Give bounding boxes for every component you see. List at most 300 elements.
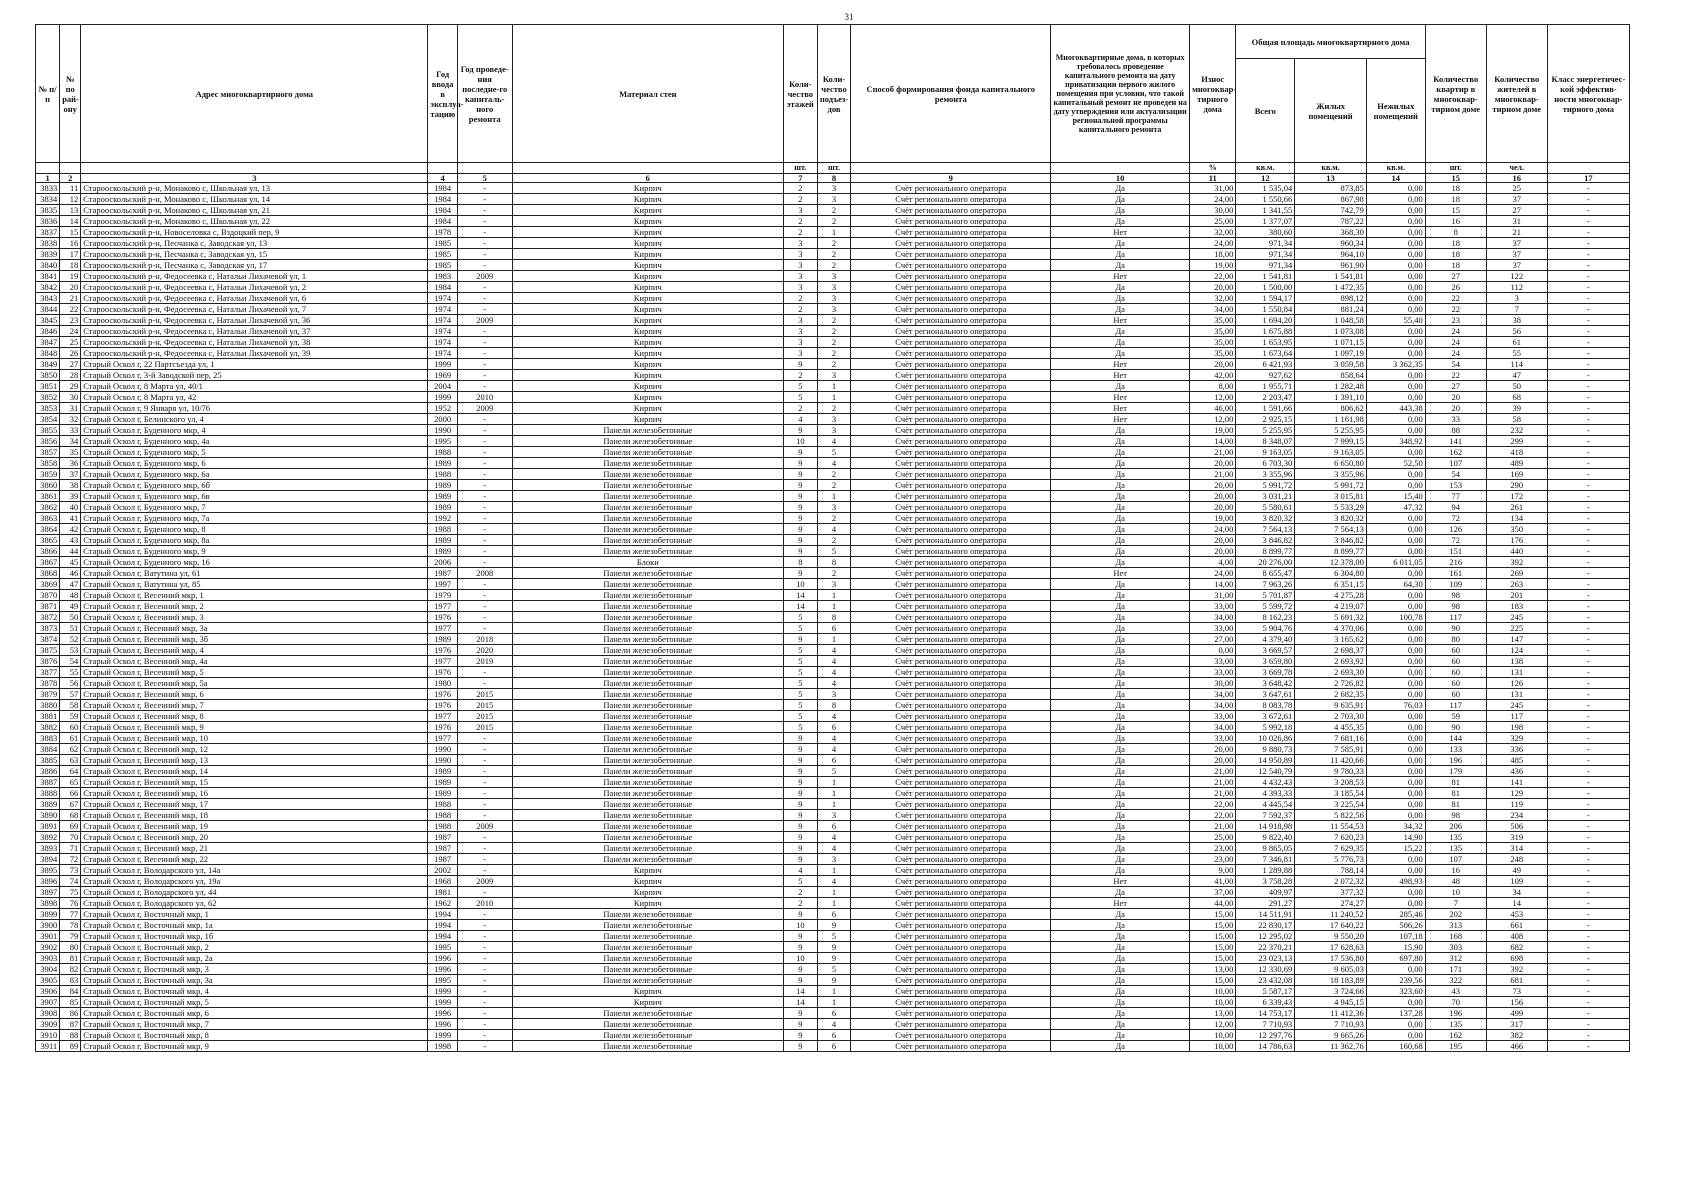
wear-cell: 19,00 — [1190, 425, 1236, 436]
residents-cell: 147 — [1486, 634, 1547, 645]
table-row — [36, 1019, 1630, 1030]
entrances-cell: 6 — [817, 755, 851, 766]
repair-required-cell: Да — [1051, 546, 1190, 557]
area-total-cell: 3 758,28 — [1236, 876, 1295, 887]
energy-class-cell: - — [1547, 491, 1629, 502]
table-row — [36, 942, 1630, 953]
fund-method-cell: Счёт регионального оператора — [851, 1030, 1051, 1041]
repair-required-cell: Да — [1051, 810, 1190, 821]
area-living-cell: 1 071,15 — [1295, 337, 1367, 348]
entrances-cell: 6 — [817, 1041, 851, 1052]
entrances-cell: 2 — [817, 238, 851, 249]
floors-cell: 5 — [784, 645, 818, 656]
last-repair-cell: - — [457, 964, 512, 975]
table-row — [36, 832, 1630, 843]
year-built-cell: 1984 — [428, 183, 457, 194]
area-total-cell: 22 370,21 — [1236, 942, 1295, 953]
area-total-cell: 1 550,84 — [1236, 304, 1295, 315]
wall-material-cell: Кирпич — [512, 865, 783, 876]
area-living-cell: 1 073,08 — [1295, 326, 1367, 337]
area-living-cell: 881,24 — [1295, 304, 1367, 315]
area-total-cell: 8 083,78 — [1236, 700, 1295, 711]
apartments-cell: 135 — [1425, 1019, 1486, 1030]
area-nonliving-cell: 0,00 — [1366, 238, 1425, 249]
apartments-cell: 24 — [1425, 326, 1486, 337]
fund-method-cell: Счёт регионального оператора — [851, 854, 1051, 865]
wear-cell: 12,00 — [1190, 392, 1236, 403]
repair-required-cell: Да — [1051, 293, 1190, 304]
repair-required-cell: Да — [1051, 788, 1190, 799]
last-repair-cell: - — [457, 810, 512, 821]
wear-cell: 20,00 — [1190, 480, 1236, 491]
header-address: Адрес многоквартирного дома — [81, 25, 428, 163]
wall-material-cell: Панели железобетонные — [512, 601, 783, 612]
repair-required-cell: Да — [1051, 711, 1190, 722]
repair-required-cell: Да — [1051, 700, 1190, 711]
repair-required-cell: Да — [1051, 524, 1190, 535]
energy-class-cell: - — [1547, 381, 1629, 392]
wear-cell: 20,00 — [1190, 535, 1236, 546]
year-built-cell: 1994 — [428, 920, 457, 931]
address-cell: Старый Оскол г, Восточный мкр, 1а — [81, 920, 428, 931]
wear-cell: 34,00 — [1190, 304, 1236, 315]
wear-cell: 44,00 — [1190, 898, 1236, 909]
area-living-cell: 867,98 — [1295, 194, 1367, 205]
apartments-cell: 22 — [1425, 370, 1486, 381]
row-index-cell: 3859 — [36, 469, 60, 480]
repair-required-cell: Да — [1051, 601, 1190, 612]
area-living-cell: 17 628,63 — [1295, 942, 1367, 953]
last-repair-cell: - — [457, 502, 512, 513]
repair-required-cell: Да — [1051, 216, 1190, 227]
row-index-cell: 3868 — [36, 568, 60, 579]
repair-required-cell: Нет — [1051, 227, 1190, 238]
address-cell: Старый Оскол г, Весенний мкр, 1 — [81, 590, 428, 601]
entrances-cell: 3 — [817, 183, 851, 194]
floors-cell: 8 — [784, 557, 818, 568]
fund-method-cell: Счёт регионального оператора — [851, 612, 1051, 623]
wear-cell: 13,00 — [1190, 1008, 1236, 1019]
area-total-cell: 7 564,13 — [1236, 524, 1295, 535]
header-wall-material: Материал стен — [512, 25, 783, 163]
district-index-cell: 75 — [60, 887, 81, 898]
residents-cell: 336 — [1486, 744, 1547, 755]
last-repair-cell: - — [457, 612, 512, 623]
energy-class-cell: - — [1547, 337, 1629, 348]
residents-cell: 176 — [1486, 535, 1547, 546]
area-nonliving-cell: 0,00 — [1366, 744, 1425, 755]
last-repair-cell: - — [457, 590, 512, 601]
area-living-cell: 377,32 — [1295, 887, 1367, 898]
fund-method-cell: Счёт регионального оператора — [851, 238, 1051, 249]
wall-material-cell: Панели железобетонные — [512, 975, 783, 986]
energy-class-cell: - — [1547, 612, 1629, 623]
year-built-cell: 1995 — [428, 975, 457, 986]
year-built-cell: 1989 — [428, 788, 457, 799]
residents-cell: 68 — [1486, 392, 1547, 403]
area-total-cell: 7 592,37 — [1236, 810, 1295, 821]
entrances-cell: 1 — [817, 777, 851, 788]
floors-cell: 9 — [784, 942, 818, 953]
last-repair-cell: - — [457, 227, 512, 238]
district-index-cell: 25 — [60, 337, 81, 348]
area-total-cell: 5 992,18 — [1236, 722, 1295, 733]
apartments-cell: 24 — [1425, 348, 1486, 359]
wear-cell: 30,00 — [1190, 205, 1236, 216]
year-built-cell: 1987 — [428, 854, 457, 865]
column-number: 15 — [1425, 174, 1486, 183]
area-living-cell: 6 351,15 — [1295, 579, 1367, 590]
repair-required-cell: Да — [1051, 964, 1190, 975]
last-repair-cell: - — [457, 216, 512, 227]
fund-method-cell: Счёт регионального оператора — [851, 601, 1051, 612]
wall-material-cell: Панели железобетонные — [512, 458, 783, 469]
wear-cell: 35,00 — [1190, 337, 1236, 348]
floors-cell: 3 — [784, 205, 818, 216]
last-repair-cell: - — [457, 458, 512, 469]
floors-cell: 9 — [784, 931, 818, 942]
floors-cell: 14 — [784, 590, 818, 601]
address-cell: Старый Оскол г, Володарского ул, 62 — [81, 898, 428, 909]
wall-material-cell: Кирпич — [512, 227, 783, 238]
fund-method-cell: Счёт регионального оператора — [851, 315, 1051, 326]
district-index-cell: 51 — [60, 623, 81, 634]
last-repair-cell: - — [457, 942, 512, 953]
area-nonliving-cell: 3 362,35 — [1366, 359, 1425, 370]
address-cell: Старый Оскол г, Весенний мкр, 4а — [81, 656, 428, 667]
address-cell: Старооскольский р-н, Песчанка с, Заводская ул, 13 — [81, 238, 428, 249]
wear-cell: 8,00 — [1190, 381, 1236, 392]
last-repair-cell: - — [457, 436, 512, 447]
row-index-cell: 3850 — [36, 370, 60, 381]
last-repair-cell: - — [457, 733, 512, 744]
entrances-cell: 4 — [817, 832, 851, 843]
wear-cell: 27,00 — [1190, 634, 1236, 645]
repair-required-cell: Да — [1051, 920, 1190, 931]
wear-cell: 35,00 — [1190, 326, 1236, 337]
repair-required-cell: Да — [1051, 480, 1190, 491]
apartments-cell: 15 — [1425, 205, 1486, 216]
repair-required-cell: Да — [1051, 953, 1190, 964]
apartments-cell: 196 — [1425, 755, 1486, 766]
district-index-cell: 54 — [60, 656, 81, 667]
wear-cell: 20,00 — [1190, 755, 1236, 766]
year-built-cell: 1989 — [428, 502, 457, 513]
wear-cell: 32,00 — [1190, 293, 1236, 304]
area-nonliving-cell: 0,00 — [1366, 656, 1425, 667]
residents-cell: 138 — [1486, 656, 1547, 667]
wall-material-cell: Панели железобетонные — [512, 634, 783, 645]
last-repair-cell: - — [457, 557, 512, 568]
floors-cell: 9 — [784, 810, 818, 821]
table-row — [36, 898, 1630, 909]
floors-cell: 3 — [784, 337, 818, 348]
residents-cell: 408 — [1486, 931, 1547, 942]
fund-method-cell: Счёт регионального оператора — [851, 777, 1051, 788]
area-nonliving-cell: 0,00 — [1366, 282, 1425, 293]
residents-cell: 317 — [1486, 1019, 1547, 1030]
energy-class-cell: - — [1547, 535, 1629, 546]
area-total-cell: 5 580,61 — [1236, 502, 1295, 513]
area-living-cell: 788,14 — [1295, 865, 1367, 876]
wall-material-cell: Панели железобетонные — [512, 843, 783, 854]
fund-method-cell: Счёт регионального оператора — [851, 282, 1051, 293]
area-nonliving-cell: 0,00 — [1366, 337, 1425, 348]
wall-material-cell: Панели железобетонные — [512, 425, 783, 436]
address-cell: Старый Оскол г, Весенний мкр, 15 — [81, 777, 428, 788]
energy-class-cell: - — [1547, 304, 1629, 315]
last-repair-cell: - — [457, 579, 512, 590]
residents-cell: 37 — [1486, 260, 1547, 271]
table-row — [36, 491, 1630, 502]
residents-cell: 112 — [1486, 282, 1547, 293]
row-index-cell: 3836 — [36, 216, 60, 227]
energy-class-cell: - — [1547, 326, 1629, 337]
wall-material-cell: Панели железобетонные — [512, 436, 783, 447]
apartments-cell: 18 — [1425, 183, 1486, 194]
table-row — [36, 590, 1630, 601]
wear-cell: 10,00 — [1190, 997, 1236, 1008]
table-row — [36, 909, 1630, 920]
area-total-cell: 7 963,26 — [1236, 579, 1295, 590]
area-total-cell: 8 655,47 — [1236, 568, 1295, 579]
repair-required-cell: Нет — [1051, 359, 1190, 370]
row-index-cell: 3879 — [36, 689, 60, 700]
wear-cell: 19,00 — [1190, 513, 1236, 524]
residents-cell: 37 — [1486, 238, 1547, 249]
year-built-cell: 1985 — [428, 260, 457, 271]
address-cell: Старооскольский р-н, Федосеевка с, Натальи Лихачевой ул, 7 — [81, 304, 428, 315]
energy-class-cell: - — [1547, 942, 1629, 953]
area-nonliving-cell: 0,00 — [1366, 755, 1425, 766]
residents-cell: 129 — [1486, 788, 1547, 799]
area-nonliving-cell: 0,00 — [1366, 260, 1425, 271]
energy-class-cell: - — [1547, 315, 1629, 326]
entrances-cell: 1 — [817, 887, 851, 898]
last-repair-cell: - — [457, 909, 512, 920]
entrances-cell: 9 — [817, 975, 851, 986]
floors-cell: 9 — [784, 766, 818, 777]
district-index-cell: 38 — [60, 480, 81, 491]
fund-method-cell: Счёт регионального оператора — [851, 183, 1051, 194]
area-living-cell: 3 846,82 — [1295, 535, 1367, 546]
address-cell: Старооскольский р-н, Монаково с, Школьная ул, 21 — [81, 205, 428, 216]
repair-required-cell: Да — [1051, 909, 1190, 920]
address-cell: Старый Оскол г, Весенний мкр, 3б — [81, 634, 428, 645]
district-index-cell: 18 — [60, 260, 81, 271]
year-built-cell: 1988 — [428, 524, 457, 535]
entrances-cell: 4 — [817, 711, 851, 722]
area-living-cell: 11 240,52 — [1295, 909, 1367, 920]
address-cell: Старый Оскол г, Весенний мкр, 7 — [81, 700, 428, 711]
wall-material-cell: Кирпич — [512, 359, 783, 370]
fund-method-cell: Счёт регионального оператора — [851, 821, 1051, 832]
district-index-cell: 58 — [60, 700, 81, 711]
entrances-cell: 1 — [817, 865, 851, 876]
column-number: 17 — [1547, 174, 1629, 183]
energy-class-cell: - — [1547, 546, 1629, 557]
last-repair-cell: - — [457, 843, 512, 854]
area-total-cell: 3 820,32 — [1236, 513, 1295, 524]
floors-cell: 9 — [784, 964, 818, 975]
wall-material-cell: Панели железобетонные — [512, 700, 783, 711]
last-repair-cell: - — [457, 513, 512, 524]
area-nonliving-cell: 0,00 — [1366, 678, 1425, 689]
district-index-cell: 76 — [60, 898, 81, 909]
last-repair-cell: - — [457, 986, 512, 997]
area-living-cell: 5 991,72 — [1295, 480, 1367, 491]
row-index-cell: 3908 — [36, 1008, 60, 1019]
energy-class-cell: - — [1547, 469, 1629, 480]
table-row — [36, 810, 1630, 821]
residents-cell: 122 — [1486, 271, 1547, 282]
year-built-cell: 1998 — [428, 1041, 457, 1052]
year-built-cell: 1996 — [428, 953, 457, 964]
energy-class-cell: - — [1547, 425, 1629, 436]
address-cell: Старый Оскол г, Весенний мкр, 3 — [81, 612, 428, 623]
area-living-cell: 1 541,81 — [1295, 271, 1367, 282]
wear-cell: 19,00 — [1190, 260, 1236, 271]
last-repair-cell: - — [457, 447, 512, 458]
last-repair-cell: - — [457, 678, 512, 689]
area-nonliving-cell: 0,00 — [1366, 788, 1425, 799]
wear-cell: 33,00 — [1190, 601, 1236, 612]
area-nonliving-cell: 15,22 — [1366, 843, 1425, 854]
floors-cell: 4 — [784, 414, 818, 425]
apartments-cell: 133 — [1425, 744, 1486, 755]
area-living-cell: 5 533,29 — [1295, 502, 1367, 513]
area-total-cell: 3 846,82 — [1236, 535, 1295, 546]
year-built-cell: 1989 — [428, 458, 457, 469]
area-nonliving-cell: 0,00 — [1366, 293, 1425, 304]
area-total-cell: 14 918,98 — [1236, 821, 1295, 832]
address-cell: Старый Оскол г, Восточный мкр, 2а — [81, 953, 428, 964]
year-built-cell: 1974 — [428, 337, 457, 348]
row-index-cell: 3903 — [36, 953, 60, 964]
energy-class-cell: - — [1547, 887, 1629, 898]
apartments-cell: 109 — [1425, 579, 1486, 590]
address-cell: Старый Оскол г, Восточный мкр, 4 — [81, 986, 428, 997]
apartments-cell: 70 — [1425, 997, 1486, 1008]
residents-cell: 225 — [1486, 623, 1547, 634]
wall-material-cell: Кирпич — [512, 986, 783, 997]
area-nonliving-cell: 0,00 — [1366, 964, 1425, 975]
wall-material-cell: Панели железобетонные — [512, 953, 783, 964]
wear-cell: 4,00 — [1190, 557, 1236, 568]
row-index-cell: 3893 — [36, 843, 60, 854]
area-living-cell: 17 640,22 — [1295, 920, 1367, 931]
table-row — [36, 579, 1630, 590]
fund-method-cell: Счёт регионального оператора — [851, 865, 1051, 876]
wear-cell: 24,00 — [1190, 238, 1236, 249]
fund-method-cell: Счёт регионального оператора — [851, 447, 1051, 458]
area-living-cell: 3 059,58 — [1295, 359, 1367, 370]
floors-cell: 9 — [784, 733, 818, 744]
wall-material-cell: Панели железобетонные — [512, 733, 783, 744]
repair-required-cell: Да — [1051, 1008, 1190, 1019]
wear-cell: 25,00 — [1190, 216, 1236, 227]
last-repair-cell: - — [457, 887, 512, 898]
area-living-cell: 898,12 — [1295, 293, 1367, 304]
address-cell: Старооскольский р-н, Федосеевка с, Натальи Лихачевой ул, 39 — [81, 348, 428, 359]
area-nonliving-cell: 0,00 — [1366, 898, 1425, 909]
address-cell: Старый Оскол г, Восточный мкр, 6 — [81, 1008, 428, 1019]
entrances-cell: 6 — [817, 722, 851, 733]
district-index-cell: 49 — [60, 601, 81, 612]
district-index-cell: 56 — [60, 678, 81, 689]
table-row — [36, 557, 1630, 568]
table-row — [36, 722, 1630, 733]
energy-class-cell: - — [1547, 238, 1629, 249]
last-repair-cell: 2019 — [457, 656, 512, 667]
energy-class-cell: - — [1547, 656, 1629, 667]
fund-method-cell: Счёт регионального оператора — [851, 227, 1051, 238]
area-living-cell: 4 219,07 — [1295, 601, 1367, 612]
apartments-cell: 107 — [1425, 854, 1486, 865]
row-index-cell: 3870 — [36, 590, 60, 601]
area-total-cell: 23 432,08 — [1236, 975, 1295, 986]
wall-material-cell: Панели железобетонные — [512, 524, 783, 535]
fund-method-cell: Счёт регионального оператора — [851, 304, 1051, 315]
floors-cell: 9 — [784, 854, 818, 865]
apartments-cell: 117 — [1425, 700, 1486, 711]
year-built-cell: 1976 — [428, 612, 457, 623]
area-living-cell: 2 726,82 — [1295, 678, 1367, 689]
floors-cell: 9 — [784, 491, 818, 502]
wall-material-cell: Панели железобетонные — [512, 931, 783, 942]
last-repair-cell: - — [457, 667, 512, 678]
area-total-cell: 10 026,86 — [1236, 733, 1295, 744]
header-area-total: Всего — [1236, 59, 1295, 163]
table-row — [36, 656, 1630, 667]
area-nonliving-cell: 0,00 — [1366, 799, 1425, 810]
residents-cell: 329 — [1486, 733, 1547, 744]
table-row — [36, 205, 1630, 216]
residents-cell: 234 — [1486, 810, 1547, 821]
area-nonliving-cell: 107,18 — [1366, 931, 1425, 942]
row-index-cell: 3891 — [36, 821, 60, 832]
unit-entrances: шт. — [817, 163, 851, 174]
entrances-cell: 5 — [817, 931, 851, 942]
wear-cell: 23,00 — [1190, 843, 1236, 854]
address-cell: Старый Оскол г, Весенний мкр, 16 — [81, 788, 428, 799]
year-built-cell: 1983 — [428, 271, 457, 282]
residents-cell: 248 — [1486, 854, 1547, 865]
residents-cell: 169 — [1486, 469, 1547, 480]
apartments-cell: 135 — [1425, 832, 1486, 843]
table-row — [36, 689, 1630, 700]
area-total-cell: 5 587,17 — [1236, 986, 1295, 997]
wear-cell: 20,00 — [1190, 502, 1236, 513]
fund-method-cell: Счёт регионального оператора — [851, 392, 1051, 403]
row-index-cell: 3900 — [36, 920, 60, 931]
residents-cell: 245 — [1486, 700, 1547, 711]
wall-material-cell: Панели железобетонные — [512, 1030, 783, 1041]
area-living-cell: 4 945,15 — [1295, 997, 1367, 1008]
apartments-cell: 60 — [1425, 689, 1486, 700]
apartments-cell: 60 — [1425, 645, 1486, 656]
entrances-cell: 2 — [817, 348, 851, 359]
area-total-cell: 5 701,87 — [1236, 590, 1295, 601]
year-built-cell: 1976 — [428, 667, 457, 678]
energy-class-cell: - — [1547, 1041, 1629, 1052]
residents-cell: 27 — [1486, 205, 1547, 216]
wear-cell: 22,00 — [1190, 799, 1236, 810]
area-living-cell: 9 605,03 — [1295, 964, 1367, 975]
header-apartments: Количество квартир в многоквар-тирном доме — [1425, 25, 1486, 163]
area-nonliving-cell: 0,00 — [1366, 546, 1425, 557]
district-index-cell: 74 — [60, 876, 81, 887]
